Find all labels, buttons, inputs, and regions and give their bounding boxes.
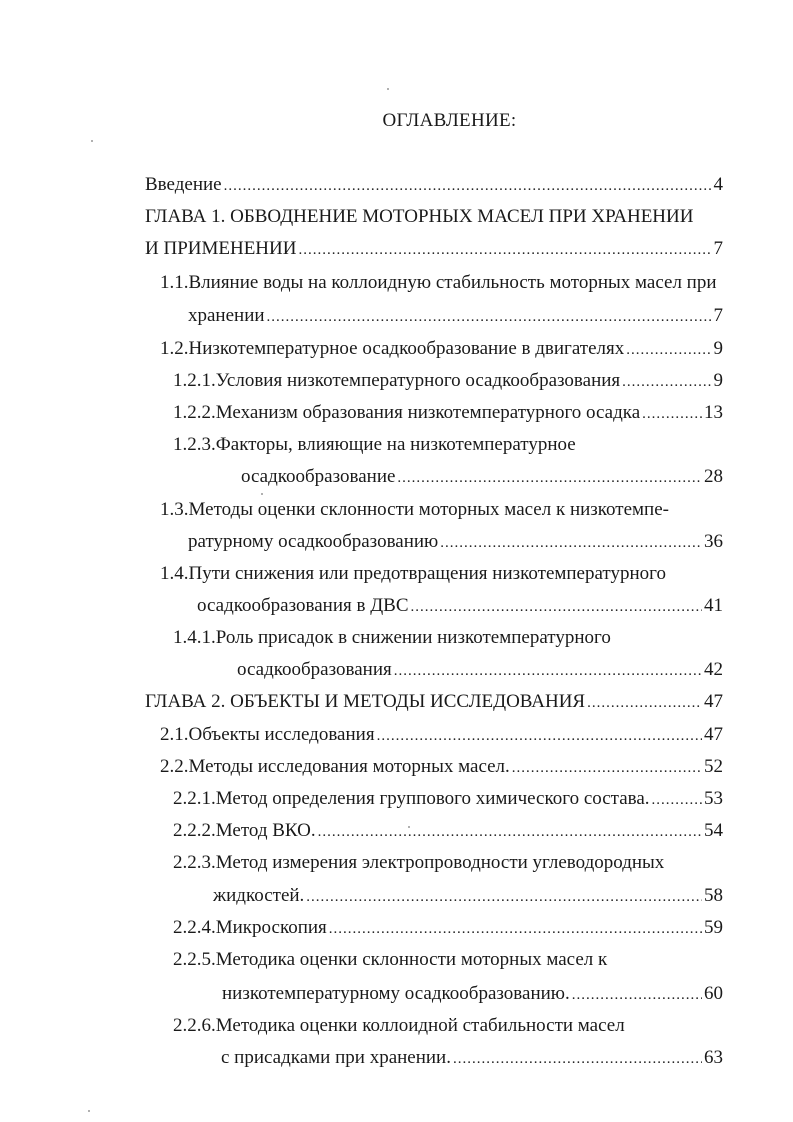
toc-entry — [160, 754, 723, 780]
leader-dots — [411, 594, 702, 620]
toc-entry — [173, 786, 723, 812]
toc-entry-page: 9 — [713, 370, 723, 391]
toc-entry — [160, 497, 669, 523]
toc-entry-page: 36 — [704, 531, 723, 552]
toc-entry-text: 2.2.3.Метод измерения электропроводности углеводородных — [173, 852, 665, 873]
toc-entry-text: Введение — [145, 174, 222, 195]
toc-entry-text: И ПРИМЕНЕНИИ — [145, 238, 297, 259]
toc-entry — [241, 464, 723, 490]
toc-entry-text: 1.4.Пути снижения или предотвращения низкотемпературного — [160, 563, 666, 584]
toc-entry-text: 1.1.Влияние воды на коллоидную стабильность моторных масел при — [160, 272, 717, 293]
toc-entry-page: 28 — [704, 466, 723, 487]
leader-dots — [267, 304, 712, 330]
leader-dots — [440, 530, 702, 556]
toc-entry — [145, 204, 693, 230]
page-title: ОГЛАВЛЕНИЕ: — [382, 110, 517, 131]
toc-entry-text: 1.2.Низкотемпературное осадкообразование в двигателях — [160, 338, 625, 359]
toc-entry — [160, 336, 723, 362]
leader-dots — [626, 337, 711, 363]
toc-entry — [160, 561, 666, 587]
toc-entry-page: 59 — [704, 917, 723, 938]
toc-entry-page: 7 — [713, 238, 723, 259]
leader-dots — [298, 237, 711, 263]
toc-entry — [221, 1045, 723, 1071]
scan-speck — [261, 493, 263, 495]
leader-dots — [377, 723, 702, 749]
toc-entry-text: 2.1.Объекты исследования — [160, 724, 375, 745]
leader-dots — [642, 401, 702, 427]
toc-entry-text: 2.2.5.Методика оценки склонности моторных масел к — [173, 949, 608, 970]
leader-dots — [622, 369, 711, 395]
toc-entry — [213, 883, 723, 909]
toc-entry-page: 9 — [713, 338, 723, 359]
toc-entry — [173, 432, 576, 458]
toc-entry-text: 1.2.2.Механизм образования низкотемпературного осадка — [173, 402, 641, 423]
toc-entry-text: 2.2.2.Метод ВКО. — [173, 820, 316, 841]
toc-entry — [173, 947, 607, 973]
toc-entry-text: осадкообразования в ДВС — [197, 595, 409, 616]
toc-entry-text: 2.2.4.Микроскопия — [173, 917, 327, 938]
toc-entry-page: 52 — [704, 756, 723, 777]
scan-speck — [88, 1110, 90, 1112]
leader-dots — [512, 755, 702, 781]
toc-entry — [173, 368, 723, 394]
toc-entry-page: 47 — [704, 724, 723, 745]
toc-entry — [173, 625, 611, 651]
toc-entry-text: жидкостей. — [213, 885, 305, 906]
scan-speck — [408, 826, 410, 828]
toc-entry-page: 42 — [704, 659, 723, 680]
toc-entry — [173, 850, 664, 876]
toc-entry-text: ратурному осадкообразованию — [188, 531, 439, 552]
toc-entry-text: 2.2.6.Методика оценки коллоидной стабильности масел — [173, 1015, 625, 1036]
toc-entry-text: 2.2.Методы исследования моторных масел. — [160, 756, 510, 777]
toc-entry — [145, 689, 723, 715]
leader-dots — [224, 173, 712, 199]
leader-dots — [453, 1046, 702, 1072]
toc-entry-text: с присадками при хранении. — [221, 1047, 451, 1068]
toc-entry — [188, 303, 723, 329]
toc-entry-page: 47 — [704, 691, 723, 712]
toc-entry-text: 1.4.1.Роль присадок в снижении низкотемпературного — [173, 627, 611, 648]
leader-dots — [329, 916, 702, 942]
leader-dots — [652, 787, 702, 813]
toc-entry-text: ГЛАВА 1. ОБВОДНЕНИЕ МОТОРНЫХ МАСЕЛ ПРИ ХРАНЕНИИ — [145, 206, 694, 227]
toc-entry-page: 13 — [704, 402, 723, 423]
toc-entry — [188, 529, 723, 555]
toc-entry-text: 1.3.Методы оценки склонности моторных масел к низкотемпе- — [160, 499, 669, 520]
scan-speck — [91, 140, 93, 142]
toc-entry — [145, 236, 723, 262]
toc-entry-page: 63 — [704, 1047, 723, 1068]
toc-entry-text: осадкообразования — [237, 659, 392, 680]
toc-entry-text: 1.2.3.Факторы, влияющие на низкотемпературное — [173, 434, 576, 455]
toc-entry-page: 41 — [704, 595, 723, 616]
toc-entry-text: 1.2.1.Условия низкотемпературного осадкообразования — [173, 370, 621, 391]
toc-entry-page: 54 — [704, 820, 723, 841]
toc-entry — [160, 722, 723, 748]
toc-entry — [197, 593, 723, 619]
leader-dots — [397, 465, 702, 491]
toc-entry — [237, 657, 723, 683]
toc-entry-text: хранении — [188, 305, 265, 326]
toc-entry-text: 2.2.1.Метод определения группового химического состава. — [173, 788, 650, 809]
toc-entry — [173, 915, 723, 941]
toc-entry-page: 58 — [704, 885, 723, 906]
scan-speck — [387, 88, 389, 90]
toc-entry — [173, 818, 723, 844]
toc-entry — [173, 400, 723, 426]
toc-entry-text: ГЛАВА 2. ОБЪЕКТЫ И МЕТОДЫ ИССЛЕДОВАНИЯ — [145, 691, 586, 712]
leader-dots — [318, 819, 702, 845]
leader-dots — [394, 658, 702, 684]
toc-entry-page: 60 — [704, 983, 723, 1004]
toc-entry-page: 53 — [704, 788, 723, 809]
toc-entry — [145, 172, 723, 198]
leader-dots — [572, 982, 702, 1008]
toc-entry — [222, 981, 723, 1007]
toc-entry-text: осадкообразование — [241, 466, 396, 487]
toc-entry — [160, 270, 717, 296]
leader-dots — [306, 884, 702, 910]
toc-entry-text: низкотемпературному осадкообразованию. — [222, 983, 570, 1004]
toc-entry-page: 7 — [713, 305, 723, 326]
toc-entry-page: 4 — [713, 174, 723, 195]
leader-dots — [587, 690, 702, 716]
toc-entry — [173, 1013, 625, 1039]
